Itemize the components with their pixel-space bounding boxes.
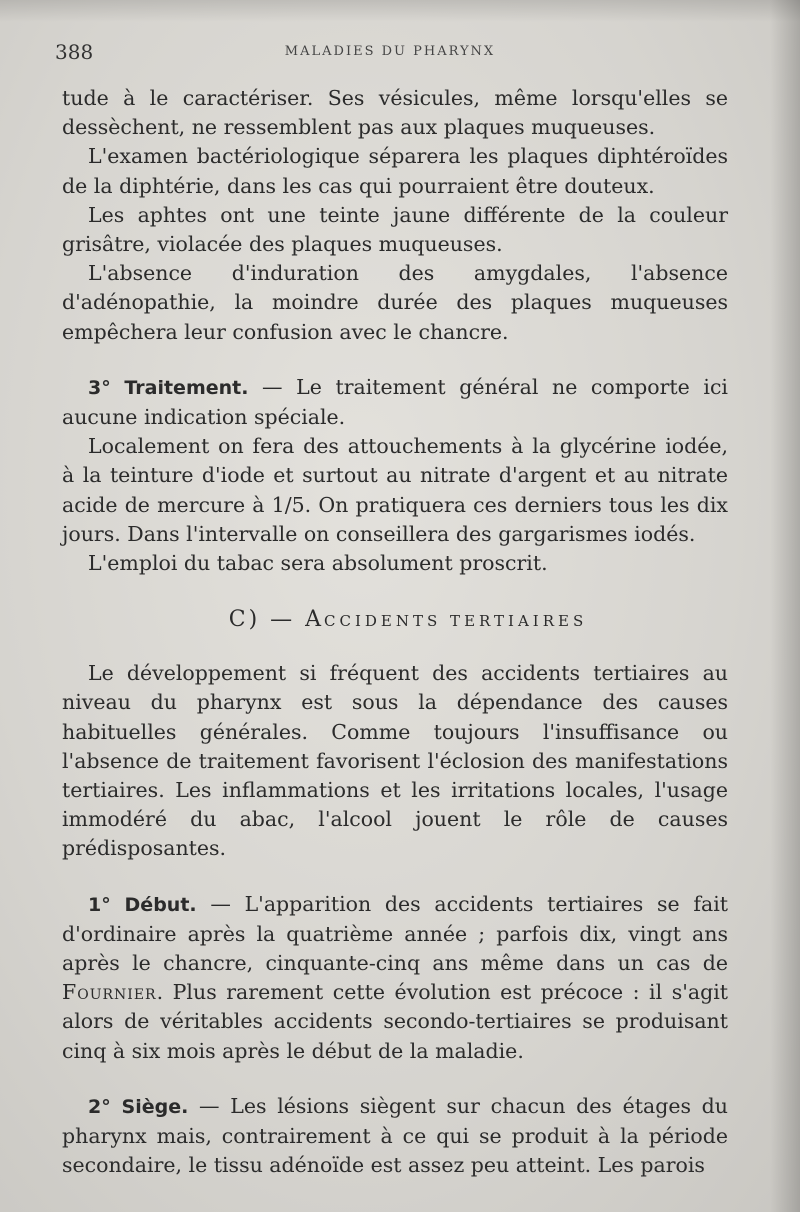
spacer [62,1066,728,1092]
paragraph-continuation: tude à le caractériser. Ses vésicules, même lorsqu'elles se dessèchent, ne ressemblent pas aux plaques muqueuses. [62,86,728,140]
section-heading [62,604,728,637]
binding-shadow [770,0,800,1212]
debut-text-b: . Plus rarement cette évolution est précoce : il s'agit alors de véritables accidents secondo-tertiaires se produisant cinq à six mois après le début de la maladie. [62,980,728,1063]
body-text [62,84,728,1181]
running-head: MALADIES DU PHARYNX [284,44,496,59]
page-number: 388 [55,40,94,64]
subheading-debut: 1° Début. [88,893,197,916]
paragraph-absence: L'absence d'induration des amygdales, l'absence d'adénopathie, la moindre durée des plaques muqueuses empêchera leur confusion avec le chancre. [62,261,728,344]
spacer [62,578,728,604]
subheading-siege: 2° Siège. [88,1095,189,1118]
paragraph-localement: Localement on fera des attouchements à la glycérine iodée, à la teinture d'iode et surtout au nitrate d'argent et au nitrate acide de mercure à 1/5. On pratiquera ces derniers tous les dix jours. Dans l'intervalle on conseillera des gargarismes iodés. [62,434,728,546]
spacer [62,864,728,890]
author-name: Fournier [62,980,157,1005]
top-shadow [0,0,800,22]
section-prefix: C) — A [228,607,325,633]
debut-text-a: — L'apparition des accidents tertiaires se fait d'ordinaire après la quatrième année ; parfois dix, vingt ans après le chancre, cinquante-cinq ans même dans un cas de [62,891,728,976]
paragraph-siege [62,1092,728,1181]
section-title: CCIDENTS TERTIAIRES [324,612,588,631]
paragraph-debut [62,890,728,1066]
spacer [62,637,728,659]
siege-text: — Les lésions siègent sur chacun des étages du pharynx mais, contrairement à ce qui se produit à la période secondaire, le tissu adénoïde est assez peu atteint. Les parois [62,1093,729,1178]
paragraph-aphtes: Les aphtes ont une teinte jaune différente de la couleur grisâtre, violacée des plaques muqueuses. [62,202,728,257]
spacer [62,347,728,373]
paragraph-tabac: L'emploi du tabac sera absolument proscrit. [88,551,548,576]
paragraph-traitement [62,373,728,432]
paragraph-developpement: Le développement si fréquent des accidents tertiaires au niveau du pharynx est sous la dépendance des causes habituelles générales. Comme toujours l'insuffisance ou l'absence de traitement favorisent l'éclosion des manifestations tertiaires. Les inflammations et les irritations locales, l'usage immodéré du abac, l'alcool jouent le rôle de causes prédisposantes. [62,661,728,861]
traitement-text: — Le traitement général ne comporte ici aucune indication spéciale. [62,374,728,430]
paragraph-examen: L'examen bactériologique séparera les plaques diphtéroïdes de la diphtérie, dans les cas qui pourraient être douteux. [62,144,728,198]
subheading-traitement: 3° Traitement. [88,376,249,399]
page-header [55,40,725,70]
